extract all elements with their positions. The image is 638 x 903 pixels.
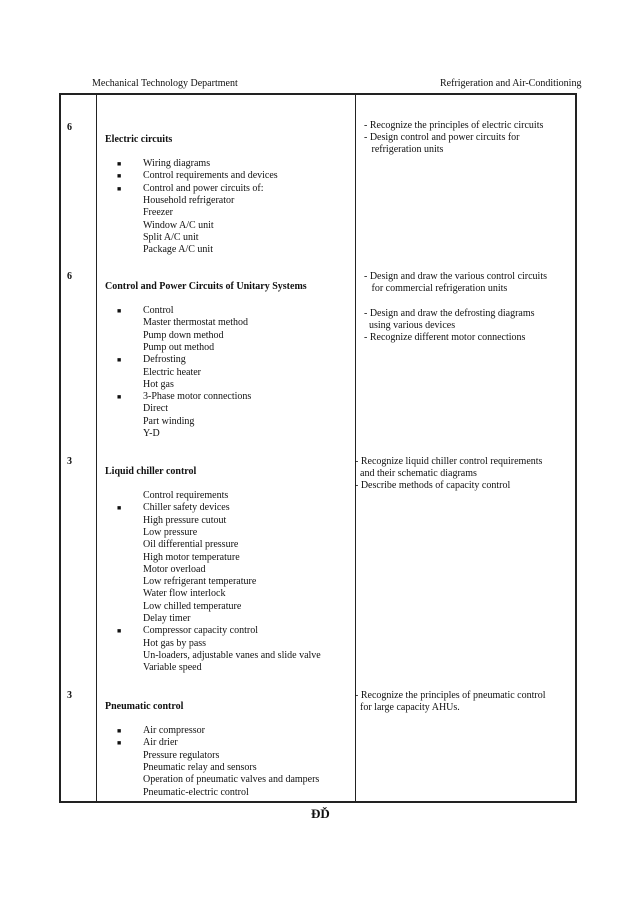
topic-item: Low chilled temperature xyxy=(143,600,242,612)
topic-item: 3-Phase motor connections xyxy=(143,391,252,403)
bullet-icon: ■ xyxy=(117,504,122,513)
topic-item: Variable speed xyxy=(143,662,202,674)
topic-item: Control requirements xyxy=(143,490,229,501)
objective-line: - Design and draw the defrosting diagrams xyxy=(364,308,535,319)
topic-item: Control requirements and devices xyxy=(143,170,278,182)
topic-item: Low refrigerant temperature xyxy=(143,576,257,588)
topic-item: Motor overload xyxy=(143,563,206,575)
topic-item: Air compressor xyxy=(143,725,205,736)
section-hours: 6 xyxy=(67,271,72,282)
bullet-icon: ■ xyxy=(117,727,122,735)
topic-item: Part winding xyxy=(143,415,195,427)
topic-item: Hot gas xyxy=(143,378,174,390)
topic-item: Pneumatic-electric control xyxy=(143,786,249,798)
bullet-icon: ■ xyxy=(117,307,122,315)
topic-item: Hot gas by pass xyxy=(143,637,207,649)
section-hours: 6 xyxy=(67,122,72,133)
topic-item: Freezer xyxy=(143,207,173,219)
objective-line: for large capacity AHUs. xyxy=(355,702,460,713)
page-number: ĐĎ xyxy=(311,806,330,821)
topic-item: Delay timer xyxy=(143,613,191,624)
bullet-icon: ■ xyxy=(117,356,122,365)
section-title: Pneumatic control xyxy=(105,701,184,712)
topic-item: Household refrigerator xyxy=(143,194,235,206)
objective-line: - Recognize the principles of pneumatic control xyxy=(355,690,546,701)
topic-item: Oil differential pressure xyxy=(143,539,239,551)
objective-line: and their schematic diagrams xyxy=(355,468,477,479)
topic-item: Package A/C unit xyxy=(143,244,213,256)
objective-line: using various devices xyxy=(364,320,456,331)
bullet-icon: ■ xyxy=(117,393,122,402)
topic-item: Defrosting xyxy=(143,354,186,366)
section-hours: 3 xyxy=(67,690,72,701)
header-department: Mechanical Technology Department xyxy=(92,78,238,89)
section-title: Electric circuits xyxy=(105,134,173,145)
objective-line: - Describe methods of capacity control xyxy=(355,480,511,491)
topic-item: Un-loaders, adjustable vanes and slide valve xyxy=(143,649,321,661)
bullet-icon: ■ xyxy=(117,184,122,193)
bullet-icon: ■ xyxy=(117,739,122,748)
topic-item: Pump down method xyxy=(143,329,224,341)
topic-item: Split A/C unit xyxy=(143,231,199,243)
topic-item: Control xyxy=(143,305,174,316)
topic-item: Air drier xyxy=(143,737,178,749)
objective-line: - Recognize the principles of electric circuits xyxy=(364,120,544,131)
topic-item: Direct xyxy=(143,403,168,415)
section-title: Liquid chiller control xyxy=(105,466,197,477)
topic-item: Pressure regulators xyxy=(143,749,220,761)
topic-item: Wiring diagrams xyxy=(143,158,211,169)
syllabus-table xyxy=(59,93,577,803)
topic-item: Control and power circuits of: xyxy=(143,182,264,194)
bullet-icon: ■ xyxy=(117,160,122,168)
section-hours: 3 xyxy=(67,456,72,467)
objective-line: - Design and draw the various control circuits xyxy=(364,271,548,282)
header-course: Refrigeration and Air-Conditioning xyxy=(440,78,582,89)
topic-item: Compressor capacity control xyxy=(143,625,258,637)
topic-item: Pump out method xyxy=(143,341,215,353)
topic-item: Electric heater xyxy=(143,366,202,378)
topic-item: Pneumatic relay and sensors xyxy=(143,761,257,773)
objective-line: for commercial refrigeration units xyxy=(364,283,508,294)
topic-item: Master thermostat method xyxy=(143,317,248,329)
objective-line: - Recognize liquid chiller control requirements xyxy=(355,456,543,467)
objective-line: - Design control and power circuits for xyxy=(364,132,520,143)
topic-item: Low pressure xyxy=(143,526,198,538)
topic-item: Y-D xyxy=(143,428,160,439)
topic-item: High pressure cutout xyxy=(143,514,227,526)
topic-item: High motor temperature xyxy=(143,551,240,563)
objective-line: refrigeration units xyxy=(364,144,444,155)
bullet-icon: ■ xyxy=(117,627,122,636)
topic-item: Window A/C unit xyxy=(143,219,214,231)
section-title: Control and Power Circuits of Unitary Systems xyxy=(105,281,307,292)
topic-item: Water flow interlock xyxy=(143,588,226,600)
topic-item: Chiller safety devices xyxy=(143,502,230,514)
topic-item: Operation of pneumatic valves and dampers xyxy=(143,774,320,786)
column-divider-hours xyxy=(96,95,97,801)
objective-line: - Recognize different motor connections xyxy=(364,332,526,343)
bullet-icon: ■ xyxy=(117,172,122,181)
